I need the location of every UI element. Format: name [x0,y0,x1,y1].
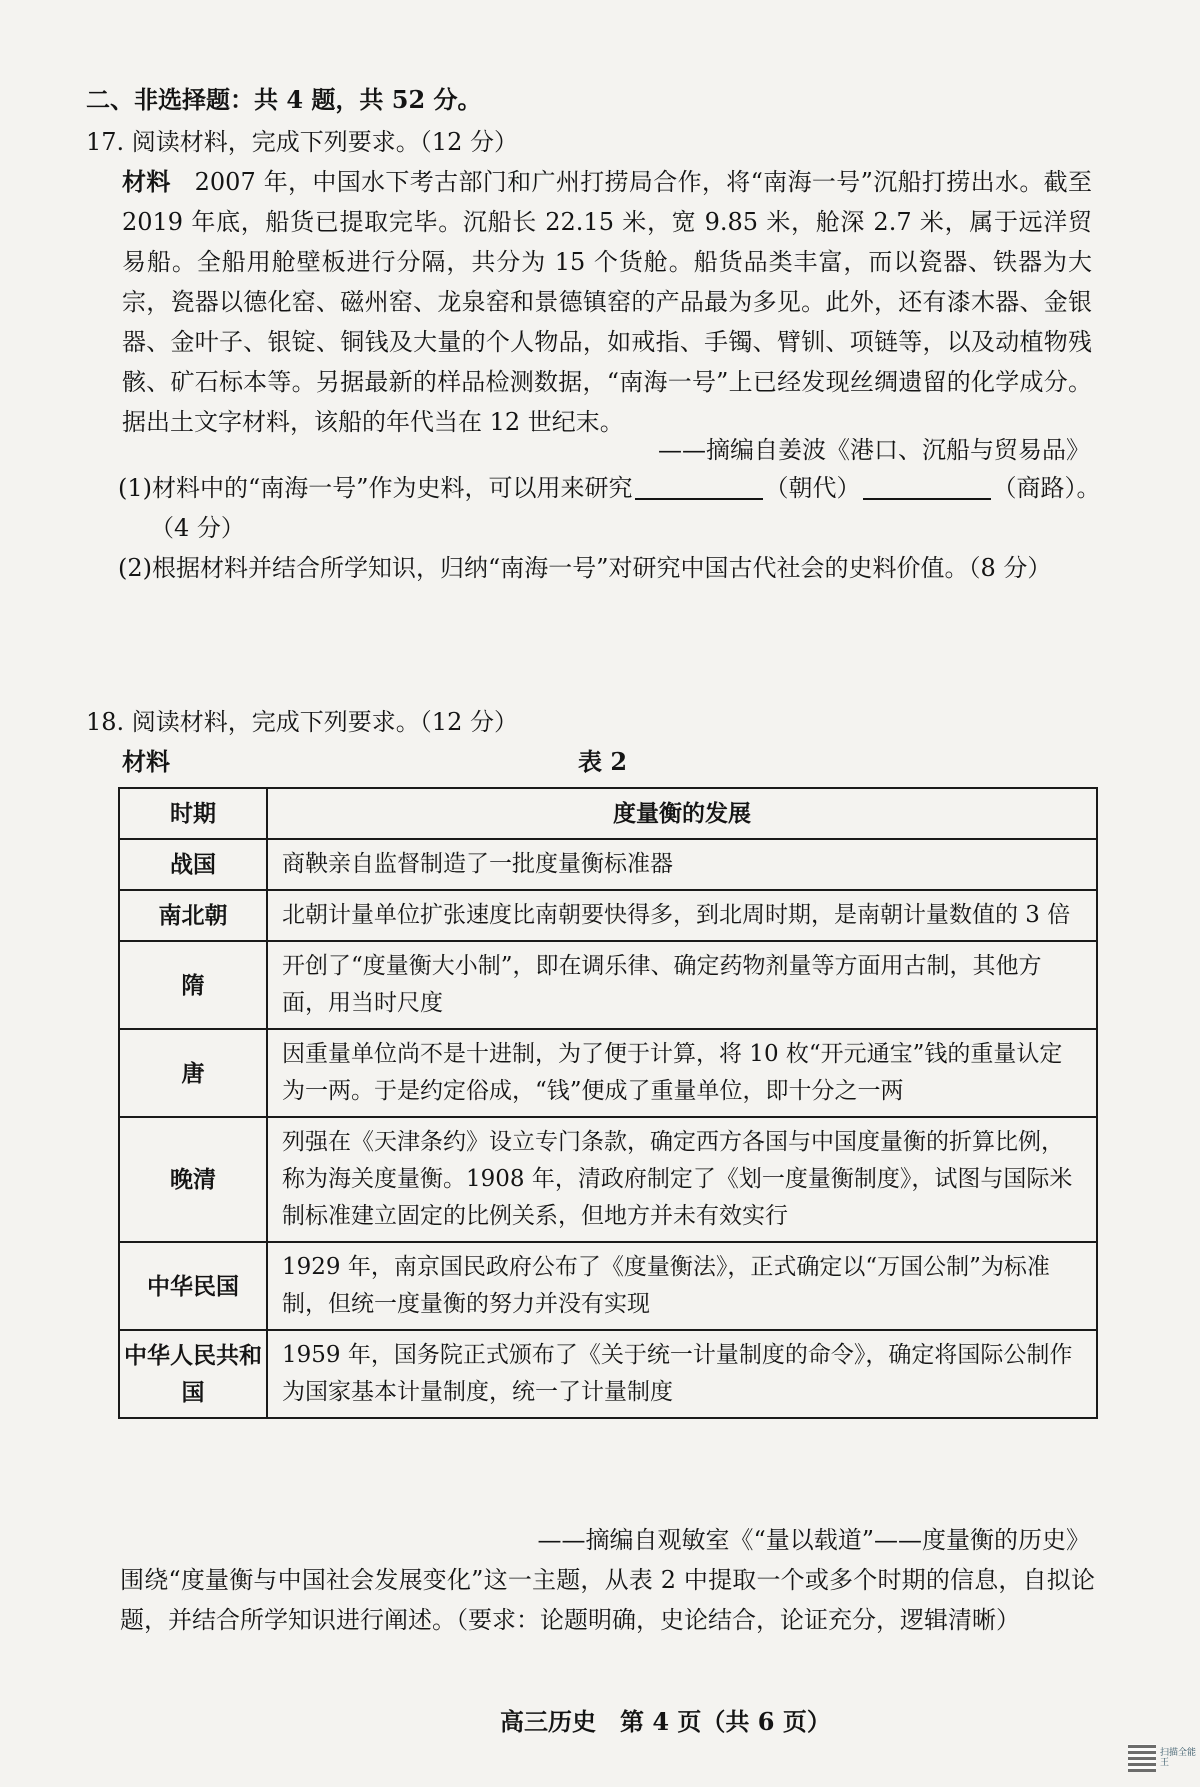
q17-sub1-text: (1)材料中的“南海一号”作为史料，可以用来研究 [118,474,633,502]
page-footer: 高三历史 第 4 页（共 6 页） [500,1707,831,1736]
q17-sub1-score: （4 分） [150,514,245,542]
q18-material-label: 材料 [122,747,170,776]
table-cell-period: 唐 [119,1029,267,1117]
table-row [119,1117,1097,1242]
section-header: 二、非选择题：共 4 题，共 52 分。 [86,85,482,114]
table-row [119,941,1097,1029]
q18-source: ——摘编自观敏室《“量以载道”——度量衡的历史》 [537,1526,1090,1554]
q17-sub1 [118,468,1101,508]
answer-blank-trade-route[interactable] [863,474,991,500]
table-header-development: 度量衡的发展 [267,788,1097,839]
table-cell-period: 晚清 [119,1117,267,1242]
measures-table [118,787,1098,1419]
q17-sub1-dynasty-label: （朝代） [764,474,861,502]
table-caption: 表 2 [578,747,628,776]
table-cell-text: 1929 年，南京国民政府公布了《度量衡法》，正式确定以“万国公制”为标准制，但统一度量衡的努力并没有实现 [267,1242,1097,1330]
table-header-row [119,788,1097,839]
table-row [119,1330,1097,1418]
q18-task: 围绕“度量衡与中国社会发展变化”这一主题，从表 2 中提取一个或多个时期的信息，自拟论题，并结合所学知识进行阐述。（要求：论题明确，史论结合，论证充分，逻辑清晰） [120,1566,1095,1634]
table-row [119,890,1097,941]
table-cell-text: 列强在《天津条约》设立专门条款，确定西方各国与中国度量衡的折算比例，称为海关度量衡。1908 年，清政府制定了《划一度量衡制度》，试图与国际米制标准建立固定的比例关系，但地方并未有效实行 [267,1117,1097,1242]
q17-material [122,162,1092,442]
table-row [119,1029,1097,1117]
q17-material-text: 2007 年，中国水下考古部门和广州打捞局合作，将“南海一号”沉船打捞出水。截至 2019 年底，船货已提取完毕。沉船长 22.15 米，宽 9.85 米，舱深 2.7 米，属于远洋贸易船。全船用舱壁板进行分隔，共分为 15 个货舱。船货品类丰富，而以瓷器、铁器为大宗，瓷器以德化窑、磁州窑、龙泉窑和景德镇窑的产品最为多见。此外，还有漆木器、金银器、金叶子、银锭、铜钱及大量的个人物品，如戒指、手镯、臂钏、项链等，以及动植物残骸、矿石标本等。另据最新的样品检测数据，“南海一号”上已经发现丝绸遗留的化学成分。据出土文字材料，该船的年代当在 12 世纪末。 [122,168,1093,436]
scanner-watermark: 扫描全能王 [1160,1748,1197,1768]
table-cell-period: 南北朝 [119,890,267,941]
table-cell-period: 中华人民共和国 [119,1330,267,1418]
table-cell-text: 开创了“度量衡大小制”，即在调乐律、确定药物剂量等方面用古制，其他方面，用当时尺度 [267,941,1097,1029]
table-cell-period: 战国 [119,839,267,890]
table-cell-text: 1959 年，国务院正式颁布了《关于统一计量制度的命令》，确定将国际公制作为国家基本计量制度，统一了计量制度 [267,1330,1097,1418]
q17-material-label: 材料 [122,167,171,196]
q18-title: 18. 阅读材料，完成下列要求。（12 分） [86,708,518,736]
table-row [119,1242,1097,1330]
answer-blank-dynasty[interactable] [635,474,763,500]
q17-source: ——摘编自姜波《港口、沉船与贸易品》 [658,436,1090,464]
table-cell-text: 商鞅亲自监督制造了一批度量衡标准器 [267,839,1097,890]
q17-sub1-route-label: （商路）。 [992,474,1101,502]
qr-code-icon [1128,1744,1156,1772]
table-header-period: 时期 [119,788,267,839]
table-cell-period: 中华民国 [119,1242,267,1330]
table-cell-text: 因重量单位尚不是十进制，为了便于计算，将 10 枚“开元通宝”钱的重量认定为一两。于是约定俗成，“钱”便成了重量单位，即十分之一两 [267,1029,1097,1117]
table-row [119,839,1097,890]
q17-title: 17. 阅读材料，完成下列要求。（12 分） [86,128,518,156]
table-cell-period: 隋 [119,941,267,1029]
q17-sub2: (2)根据材料并结合所学知识，归纳“南海一号”对研究中国古代社会的史料价值。（8 分） [118,554,1052,582]
table-cell-text: 北朝计量单位扩张速度比南朝要快得多，到北周时期，是南朝计量数值的 3 倍 [267,890,1097,941]
